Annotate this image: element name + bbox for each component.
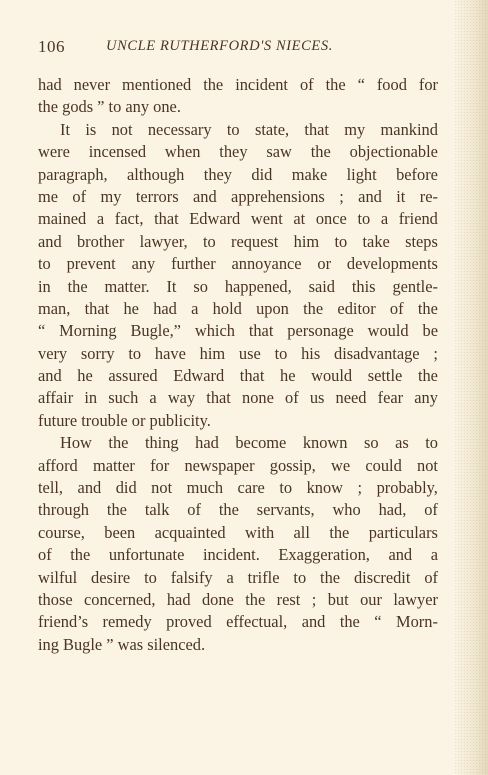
text-line: mained a fact, that Edward went at once to a friend	[38, 209, 438, 229]
text-line: me of my terrors and apprehensions ; and it re-	[38, 186, 438, 206]
text-line: tell, and did not much care to know ; probably,	[38, 478, 438, 498]
text-line: of the unfortunate incident. Exaggeration, and a	[38, 545, 438, 565]
text-line: ing Bugle ” was silenced.	[38, 634, 206, 654]
text-line: had never mentioned the incident of the “ food for	[38, 75, 438, 94]
text-line: “ Morning Bugle,” which that personage would be	[38, 321, 438, 341]
text-line: and he assured Edward that he would settle the	[38, 366, 438, 386]
text-line: afford matter for newspaper gossip, we could not	[38, 455, 438, 475]
text-line: the gods ” to any one.	[38, 97, 181, 117]
text-line: man, that he had a hold upon the editor of the	[38, 298, 438, 318]
text-line: through the talk of the servants, who had, of	[38, 500, 438, 520]
text-line: friend’s remedy proved effectual, and the “ Morn-	[38, 612, 438, 632]
page-edge-shading	[454, 0, 488, 775]
text-line: to prevent any further annoyance or developments	[38, 254, 438, 274]
page-number: 106	[38, 37, 65, 56]
running-head: UNCLE RUTHERFORD'S NIECES.	[106, 38, 333, 54]
page-header	[38, 37, 458, 61]
text-line: were incensed when they saw the objectionable	[38, 142, 438, 162]
text-line: wilful desire to falsify a trifle to the discredit of	[38, 567, 438, 587]
body-text	[38, 74, 438, 656]
text-line: future trouble or publicity.	[38, 410, 211, 430]
text-line: those concerned, had done the rest ; but our lawyer	[38, 589, 438, 609]
text-line: How the thing had become known so as to	[60, 433, 438, 453]
text-line: and brother lawyer, to request him to take steps	[38, 231, 438, 251]
text-line: course, been acquainted with all the particulars	[38, 522, 438, 542]
text-line: paragraph, although they did make light before	[38, 164, 438, 184]
text-line: in the matter. It so happened, said this gentle-	[38, 276, 438, 296]
text-line: affair in such a way that none of us need fear any	[38, 388, 438, 408]
text-line: very sorry to have him use to his disadvantage ;	[38, 343, 438, 363]
text-line: It is not necessary to state, that my mankind	[60, 119, 438, 139]
